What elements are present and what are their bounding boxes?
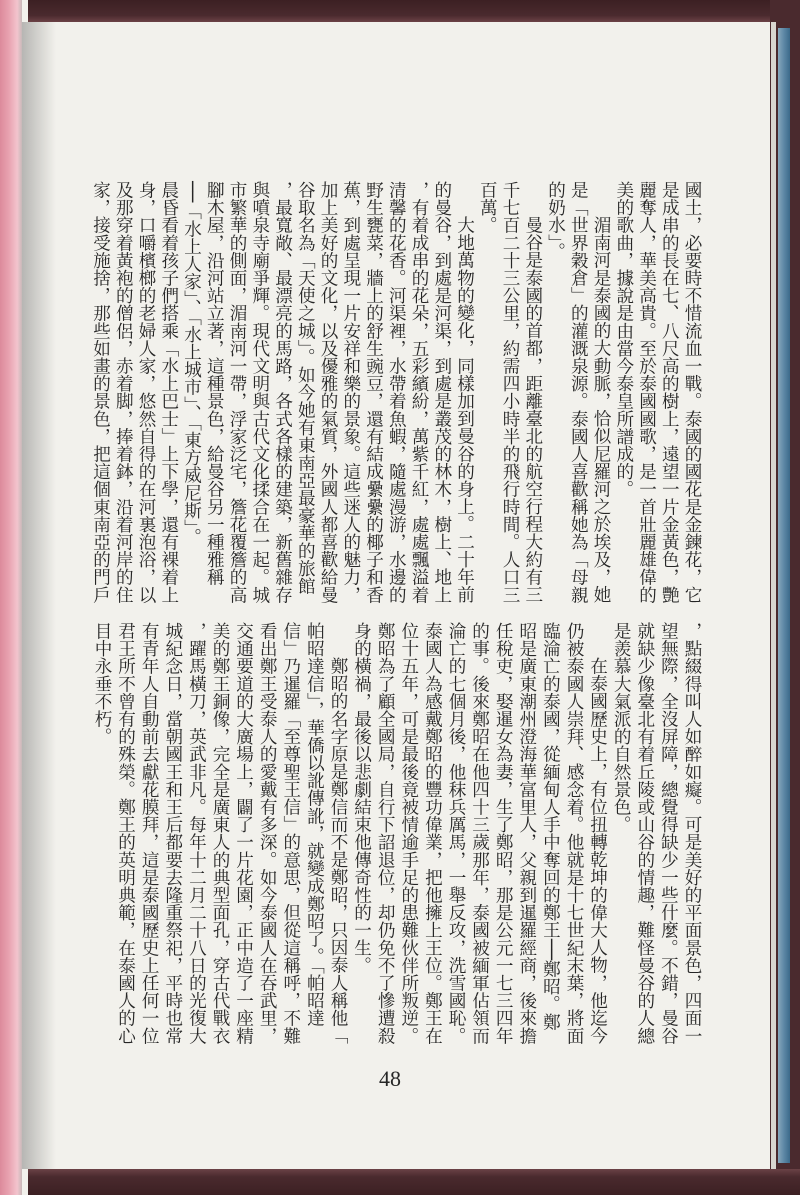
text-column: ，有着成串的花朵，五彩繽紛，萬紫千紅，處處飄溢着 <box>409 181 429 604</box>
text-column: 晨昏看着孩子們搭乘「水上巴士」上下學，還有裸着上 <box>158 181 179 604</box>
text-column: 野生甕菜，牆上的舒生豌豆，還有結成纍纍的椰子和香 <box>363 181 384 604</box>
text-column: 是羨慕大氣派的自然景色。 <box>611 622 632 834</box>
text-column: 身，口嚼檳榔的老婦人家，悠然自得的在河裏泡浴，以 <box>136 181 156 604</box>
text-column: ，點綴得叫人如醉如癡。可是美好的平面景色，四面一 <box>682 622 702 1045</box>
text-column: 加上美好的文化，以及優雅的氣質，外國人都喜歡給曼 <box>318 181 338 604</box>
text-column: ──「水上人家」、「水上城市」、「東方威尼斯」。 <box>181 181 202 546</box>
text-column: ，躍馬橫刀，英武非凡。每年十二月二十八日的光復大 <box>186 622 207 1045</box>
text-column: 望無際，全沒屏障，總覺得缺少一些什麼。不錯，曼谷 <box>658 622 679 1045</box>
text-column: 的事。後來鄭昭在他四十三歲那年，泰國被緬軍佔領而 <box>469 622 490 1045</box>
cover-edge-bottom <box>28 1169 800 1195</box>
text-column: 任稅吏，娶暹女為妻，生了鄭昭，那是公元一七三四年 <box>493 622 514 1045</box>
text-column: 君王所不曾有的殊榮。鄭王的英明典範，在泰國人的心 <box>115 622 136 1045</box>
text-column: 目中永垂不朽。 <box>92 622 112 746</box>
page-number: 48 <box>379 1066 401 1091</box>
text-column: 美的鄭王銅像，完全是廣東人的典型面孔，穿古代戰衣 <box>210 622 230 1045</box>
text-column: 家，接受施捨，那些如畫的景色，把這個東南亞的門戶 <box>90 181 111 604</box>
text-column: 看出鄭王受泰人的愛戴有多深。如今泰國人在吞武里， <box>257 622 278 1045</box>
text-column: 是「世界穀倉」的灌溉泉源。泰國人喜歡稱她為「母親 <box>568 181 589 604</box>
text-column: 麗奪人，華美高貴。至於泰國國歌，是一首壯麗雄偉的 <box>636 181 657 604</box>
text-column: 清馨的花香。河渠裡，水帶着魚蝦，隨處漫游，水邊的 <box>386 181 407 604</box>
text-column: 泰國人為感戴鄭昭的豐功偉業，把他擁上王位。鄭王在 <box>422 622 443 1045</box>
text-column: 谷取名為「天使之城」。如今她有東南亞最豪華的旅館 <box>295 181 316 595</box>
cover-edge-top <box>28 0 800 22</box>
text-column: 仍被泰國人崇拜、感念着。他就是十七世紀末葉，將面 <box>564 622 584 1045</box>
text-column: 就缺少像臺北有着丘陵或山谷的情趣，難怪曼谷的人總 <box>634 622 655 1045</box>
text-column: 湄南河是泰國的大動脈，恰似尼羅河之於埃及，她 <box>591 216 611 604</box>
text-column: 腳木屋，沿河站立著，這種景色，給曼谷另一種雅稱 <box>204 181 225 586</box>
text-column: 在泰國歷史上，有位扭轉乾坤的偉大人物，他迄今 <box>587 657 608 1045</box>
text-column: 鄭昭的名字原是鄭信而不是鄭昭，只因泰人稱他「 <box>328 657 348 1045</box>
text-column: 蕉，到處呈現一片安祥和樂的景象。這些迷人的魅力， <box>340 181 361 604</box>
text-column: 百萬。 <box>477 181 498 234</box>
text-column: 鄭昭為了顧全國局，自行下詔退位，却仍免不了慘遭殺 <box>375 622 396 1045</box>
text-column: 有青年人自動前去獻花膜拜，這是泰國歷史上任何一位 <box>139 622 160 1045</box>
text-column: 及那穿着黃袍的僧侶，赤着脚，捧着鉢，沿着河岸的住 <box>113 181 134 604</box>
text-column: 千七百二十三公里，約需四小時半的飛行時間。人口三 <box>500 181 520 604</box>
text-column: 是成串的長在七、八尺高的樹上，遠望一片金黃色，艷 <box>659 181 680 604</box>
text-column: 身的橫禍，最後以悲劇結束他傳奇性的一生。 <box>351 622 372 974</box>
text-column: 大地萬物的變化，同樣加到曼谷的身上。二十年前 <box>454 216 475 604</box>
text-column: 城紀念日，當朝國王和王后都要去隆重祭祀，平時也常 <box>162 622 183 1045</box>
text-column: 市繁華的側面，湄南河一帶，浮家泛宅，簷花覆簷的高 <box>227 181 247 604</box>
text-column: 的曼谷，到處是河渠，到處是叢茂的林木，樹上、地上 <box>431 181 452 604</box>
text-column: 交通要道的大廣場上，闢了一片花園，正中造了一座精 <box>233 622 254 1045</box>
text-column: 帕昭達信」，華僑以訛傳訛，就變成鄭昭了。「帕昭達 <box>304 622 325 1027</box>
text-column: ，最寬敞、最漂亮的馬路，各式各樣的建築，新舊雜存 <box>272 181 293 604</box>
text-column: 淪亡的七個月後，他秣兵厲馬，一舉反攻，洗雪國恥。 <box>446 622 466 1045</box>
text-column: 臨淪亡的泰國，從緬甸人手中奪回的鄭王──鄭昭。鄭 <box>540 622 561 1031</box>
text-column: 曼谷是泰國的首都，距離臺北的航空行程大約有三 <box>522 216 543 604</box>
text-column: 與噴泉寺廟爭輝。現代文明與古代文化揉合在一起。城 <box>249 181 270 604</box>
text-column: 信」乃暹羅「至尊聖王信」的意思，但從這稱呼，不難 <box>280 622 301 1045</box>
lower-text-block <box>0 622 800 1048</box>
upper-text-block <box>0 181 800 607</box>
text-column: 國土，必要時不惜流血一戰。泰國的國花是金鍊花，它 <box>682 181 702 604</box>
text-column: 位十五年，可是最後竟被情逾手足的患難伙伴所叛逆。 <box>398 622 419 1045</box>
text-column: 美的歌曲，據說是由當今泰皇所譜成的。 <box>613 181 634 498</box>
text-column: 的奶水」。 <box>545 181 566 261</box>
text-column: 昭是廣東潮州澄海華富里人，父親到暹羅經商，後來擔 <box>516 622 537 1045</box>
